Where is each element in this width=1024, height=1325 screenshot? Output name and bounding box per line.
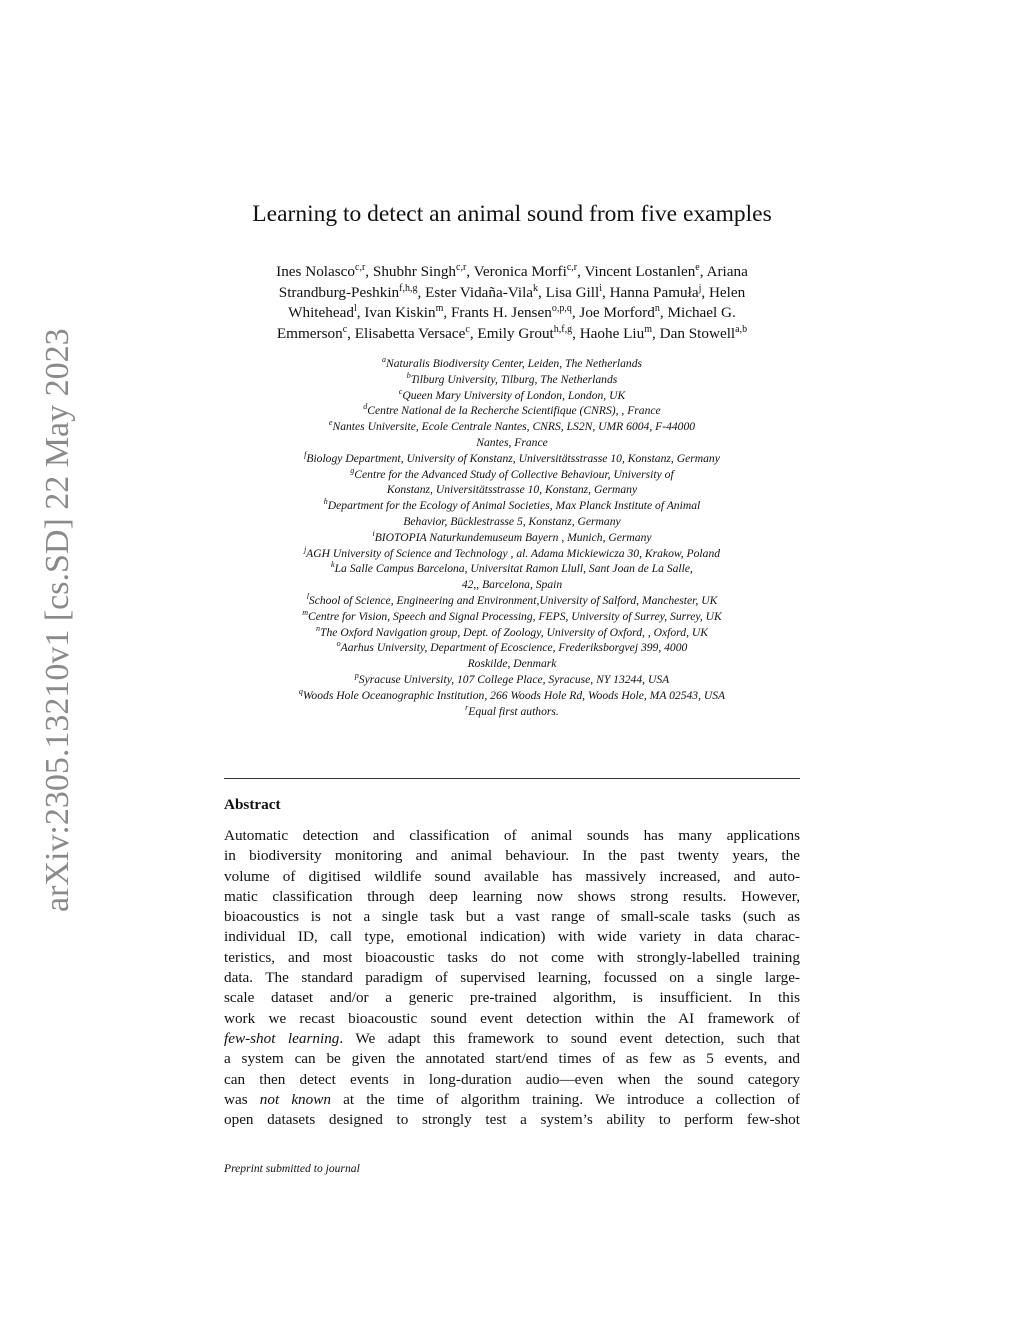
abstract-line: [224, 1009, 800, 1029]
author-line: [224, 324, 800, 345]
abstract-emphasis: few-shot learning: [224, 1029, 340, 1047]
affiliation-text: Syracuse University, 107 College Place, Syracuse, NY 13244, USA: [358, 672, 670, 686]
author-affiliation-marker: f,h,g: [399, 282, 418, 294]
affiliation-line: [214, 688, 810, 704]
author-affiliation-marker: k: [533, 282, 539, 294]
affiliation-marker: q: [298, 686, 303, 696]
affiliation-line: [214, 482, 810, 498]
affiliation-text: Woods Hole Oceanographic Institution, 266 Woods Hole Rd, Woods Hole, MA 02543, USA: [302, 688, 726, 702]
author-affiliation-marker: c,r: [355, 261, 366, 273]
affiliation-text: Nantes Universite, Ecole Centrale Nantes, CNRS, LS2N, UMR 6004, F-44000: [332, 420, 696, 434]
arxiv-identifier-stamp: arXiv:2305.13210v1 [cs.SD] 22 May 2023: [39, 328, 76, 912]
paper-title: Learning to detect an animal sound from five examples: [252, 201, 772, 227]
affiliation-marker: o: [336, 639, 341, 649]
author-affiliation-marker: a,b: [735, 323, 748, 335]
abstract-text: individual ID, call type, emotional indication) with wide variety in data charac-: [224, 928, 800, 946]
author-list: [224, 262, 800, 344]
author-separator: ,: [571, 304, 580, 321]
affiliation-text: Konstanz, Universitätsstrasse 10, Konstanz, Germany: [386, 483, 638, 497]
author-separator: ,: [538, 283, 546, 301]
author-separator: ,: [652, 324, 660, 342]
affiliation-marker: f: [304, 449, 307, 459]
affiliation-line: [214, 656, 810, 672]
author-line: [224, 303, 800, 324]
affiliation-text: Centre for Vision, Speech and Signal Processing, FEPS, University of Surrey, Surrey, UK: [308, 609, 722, 623]
affiliation-line: [214, 419, 810, 435]
author-name: Shubhr Singh: [372, 263, 457, 280]
abstract-text: work we recast bioacoustic sound event detection within the AI framework of: [224, 1009, 800, 1027]
author-name: Elisabetta Versace: [354, 324, 466, 342]
author-name: Vincent Lostanlen: [584, 263, 696, 280]
affiliation-line: [214, 467, 810, 483]
abstract-line: [224, 968, 800, 988]
abstract-line: [224, 1029, 800, 1049]
abstract-text: in biodiversity monitoring and animal behaviour. In the past twenty years, the: [224, 847, 800, 865]
author-name: Hanna Pamuła: [609, 283, 699, 301]
affiliation-marker: n: [316, 623, 321, 633]
affiliation-marker: d: [363, 402, 368, 412]
abstract-line: [224, 927, 800, 947]
author-affiliation-marker: c: [465, 323, 470, 335]
affiliation-text: 42,, Barcelona, Spain: [461, 578, 563, 592]
affiliation-line: [214, 498, 810, 514]
affiliation-line: [214, 514, 810, 530]
affiliation-line: [214, 593, 810, 609]
author-separator: ,: [365, 263, 373, 280]
author-name: Ivan Kiskin: [364, 304, 436, 321]
author-affiliation-marker: c,r: [566, 261, 578, 273]
author-separator: ,: [469, 324, 478, 342]
author-affiliation-marker: j: [698, 282, 702, 294]
affiliation-marker: i: [372, 528, 375, 538]
abstract-line: [224, 826, 800, 846]
affiliation-text: Naturalis Biodiversity Center, Leiden, The Netherlands: [385, 357, 642, 370]
affiliation-line: [214, 561, 810, 577]
author-separator: ,: [701, 283, 709, 301]
abstract-line: [224, 1070, 800, 1090]
affiliation-marker: g: [350, 465, 355, 475]
affiliation-text: Centre National de la Recherche Scientifique (CNRS), , France: [367, 404, 661, 418]
author-affiliation-marker: e: [695, 261, 700, 273]
author-separator: ,: [417, 283, 426, 301]
abstract-text: bioacoustics is not a single task but a vast range of small-scale tasks (such as: [224, 908, 800, 926]
affiliation-marker: c: [398, 386, 403, 396]
affiliation-text: La Salle Campus Barcelona, Universitat Ramon Llull, Sant Joan de La Salle,: [334, 562, 693, 576]
author-affiliation-marker: m: [644, 323, 653, 335]
abstract-line: [224, 867, 800, 887]
affiliation-list: [214, 356, 810, 719]
affiliation-text: Queen Mary University of London, London, UK: [402, 388, 626, 402]
affiliation-line: [214, 625, 810, 641]
author-name: Emily Grout: [477, 324, 554, 342]
author-name: Strandburg-Peshkin: [278, 283, 400, 301]
abstract-emphasis: not known: [259, 1090, 331, 1108]
abstract-line: [224, 988, 800, 1008]
author-affiliation-marker: i: [599, 282, 602, 294]
affiliation-line: [214, 403, 810, 419]
abstract-text: at the time of algorithm training. We introduce a collection of: [330, 1090, 800, 1108]
abstract-text: teristics, and most bioacoustic tasks do not come with strongly-labelled training: [224, 948, 800, 966]
affiliation-line: [214, 640, 810, 656]
abstract-line: [224, 948, 800, 968]
affiliation-line: [214, 356, 810, 372]
abstract-body: [224, 826, 800, 1130]
author-name: Frants H. Jensen: [450, 304, 552, 321]
affiliation-text: Roskilde, Denmark: [467, 657, 557, 671]
affiliation-marker: l: [306, 592, 309, 602]
abstract-line: [224, 846, 800, 866]
author-name: Joe Morford: [579, 304, 655, 321]
author-name: Veronica Morfi: [473, 263, 567, 280]
affiliation-line: [214, 609, 810, 625]
abstract-text: was: [224, 1090, 260, 1108]
author-name: Haohe Liu: [579, 324, 645, 342]
abstract-line: [224, 1110, 800, 1130]
affiliation-text: School of Science, Engineering and Environment,University of Salford, Manchester, UK: [308, 593, 718, 607]
author-name: Whitehead: [288, 304, 354, 321]
abstract-text: matic classification through deep learning now shows strong results. However,: [224, 887, 800, 905]
abstract-line: [224, 907, 800, 927]
author-name: Ines Nolasco: [276, 263, 356, 280]
affiliation-text: Equal first authors.: [468, 704, 559, 718]
affiliation-marker: b: [406, 370, 411, 380]
author-name: Ariana: [706, 263, 748, 280]
author-affiliation-marker: c: [342, 323, 348, 335]
author-name: Michael G.: [667, 304, 736, 321]
abstract-line: [224, 1049, 800, 1069]
author-separator: ,: [699, 263, 707, 280]
abstract-line: [224, 887, 800, 907]
abstract-line: [224, 1090, 800, 1110]
author-separator: ,: [659, 304, 668, 321]
affiliation-text: Aarhus University, Department of Ecoscience, Frederiksborgvej 399, 4000: [340, 641, 688, 655]
author-name: Lisa Gill: [545, 283, 600, 301]
author-separator: ,: [572, 324, 580, 342]
abstract-text: a system can be given the annotated start/end times of as few as 5 events, and: [224, 1050, 800, 1068]
affiliation-marker: p: [354, 671, 359, 681]
affiliation-marker: r: [465, 702, 469, 712]
affiliation-line: [214, 672, 810, 688]
author-affiliation-marker: m: [435, 302, 444, 314]
affiliation-line: [214, 577, 810, 593]
author-separator: ,: [347, 324, 355, 342]
author-affiliation-marker: c,r: [456, 261, 467, 273]
author-affiliation-marker: h,f,g: [553, 323, 573, 335]
author-line: [224, 283, 800, 304]
affiliation-marker: a: [381, 355, 386, 365]
affiliation-marker: m: [302, 607, 308, 617]
preprint-note: Preprint submitted to journal: [224, 1162, 360, 1175]
abstract-heading: Abstract: [224, 796, 281, 813]
affiliation-text: BIOTOPIA Naturkundemuseum Bayern , Munich, Germany: [374, 530, 652, 544]
author-separator: ,: [443, 304, 451, 321]
affiliation-line: [214, 451, 810, 467]
affiliation-line: [214, 704, 810, 720]
affiliation-text: Behavior, Bücklestrasse 5, Konstanz, Germany: [403, 514, 621, 528]
affiliation-text: Tilburg University, Tilburg, The Netherlands: [410, 372, 618, 386]
author-name: Ester Vidaña-Vila: [425, 283, 534, 301]
abstract-text: scale dataset and/or a generic pre-trained algorithm, is insufficient. In this: [224, 989, 800, 1007]
abstract-text: open datasets designed to strongly test a system’s ability to perform few-shot: [224, 1111, 800, 1129]
affiliation-marker: e: [328, 418, 333, 428]
affiliation-marker: h: [323, 497, 328, 507]
affiliation-marker: k: [331, 560, 335, 570]
affiliation-line: [214, 546, 810, 562]
abstract-text: Automatic detection and classification of animal sounds has many applications: [224, 827, 800, 844]
author-name: Dan Stowell: [659, 324, 736, 342]
affiliation-text: Nantes, France: [476, 435, 548, 449]
author-line: [224, 262, 800, 283]
author-separator: ,: [356, 304, 365, 321]
affiliation-line: [214, 530, 810, 546]
author-name: Emmerson: [276, 324, 343, 342]
affiliation-line: [214, 388, 810, 404]
affiliation-line: [214, 435, 810, 451]
affiliation-text: AGH University of Science and Technology , al. Adama Mickiewicza 30, Krakow, Poland: [306, 546, 721, 560]
section-divider: [224, 778, 800, 779]
abstract-text: volume of digitised wildlife sound available has massively increased, and auto-: [224, 867, 800, 885]
author-affiliation-marker: l: [353, 302, 357, 314]
affiliation-text: Department for the Ecology of Animal Societies, Max Planck Institute of Animal: [327, 499, 701, 513]
author-affiliation-marker: o,p,q: [551, 302, 572, 314]
affiliation-text: The Oxford Navigation group, Dept. of Zoology, University of Oxford, , Oxford, UK: [320, 625, 708, 639]
affiliation-text: Centre for the Advanced Study of Collective Behaviour, University of: [354, 467, 674, 481]
author-name: Helen: [708, 283, 746, 301]
affiliation-line: [214, 372, 810, 388]
abstract-text: data. The standard paradigm of supervised learning, focussed on a single large-: [224, 969, 800, 987]
author-separator: ,: [602, 283, 610, 301]
author-separator: ,: [577, 263, 585, 280]
affiliation-text: Biology Department, University of Konstanz, Universitätsstrasse 10, Konstanz, Germany: [306, 451, 720, 465]
author-separator: ,: [466, 263, 474, 280]
abstract-text: can then detect events in long-duration audio—even when the sound category: [224, 1070, 800, 1088]
author-affiliation-marker: n: [654, 302, 660, 314]
abstract-text: . We adapt this framework to sound event detection, such that: [339, 1029, 800, 1047]
affiliation-marker: j: [303, 544, 307, 554]
